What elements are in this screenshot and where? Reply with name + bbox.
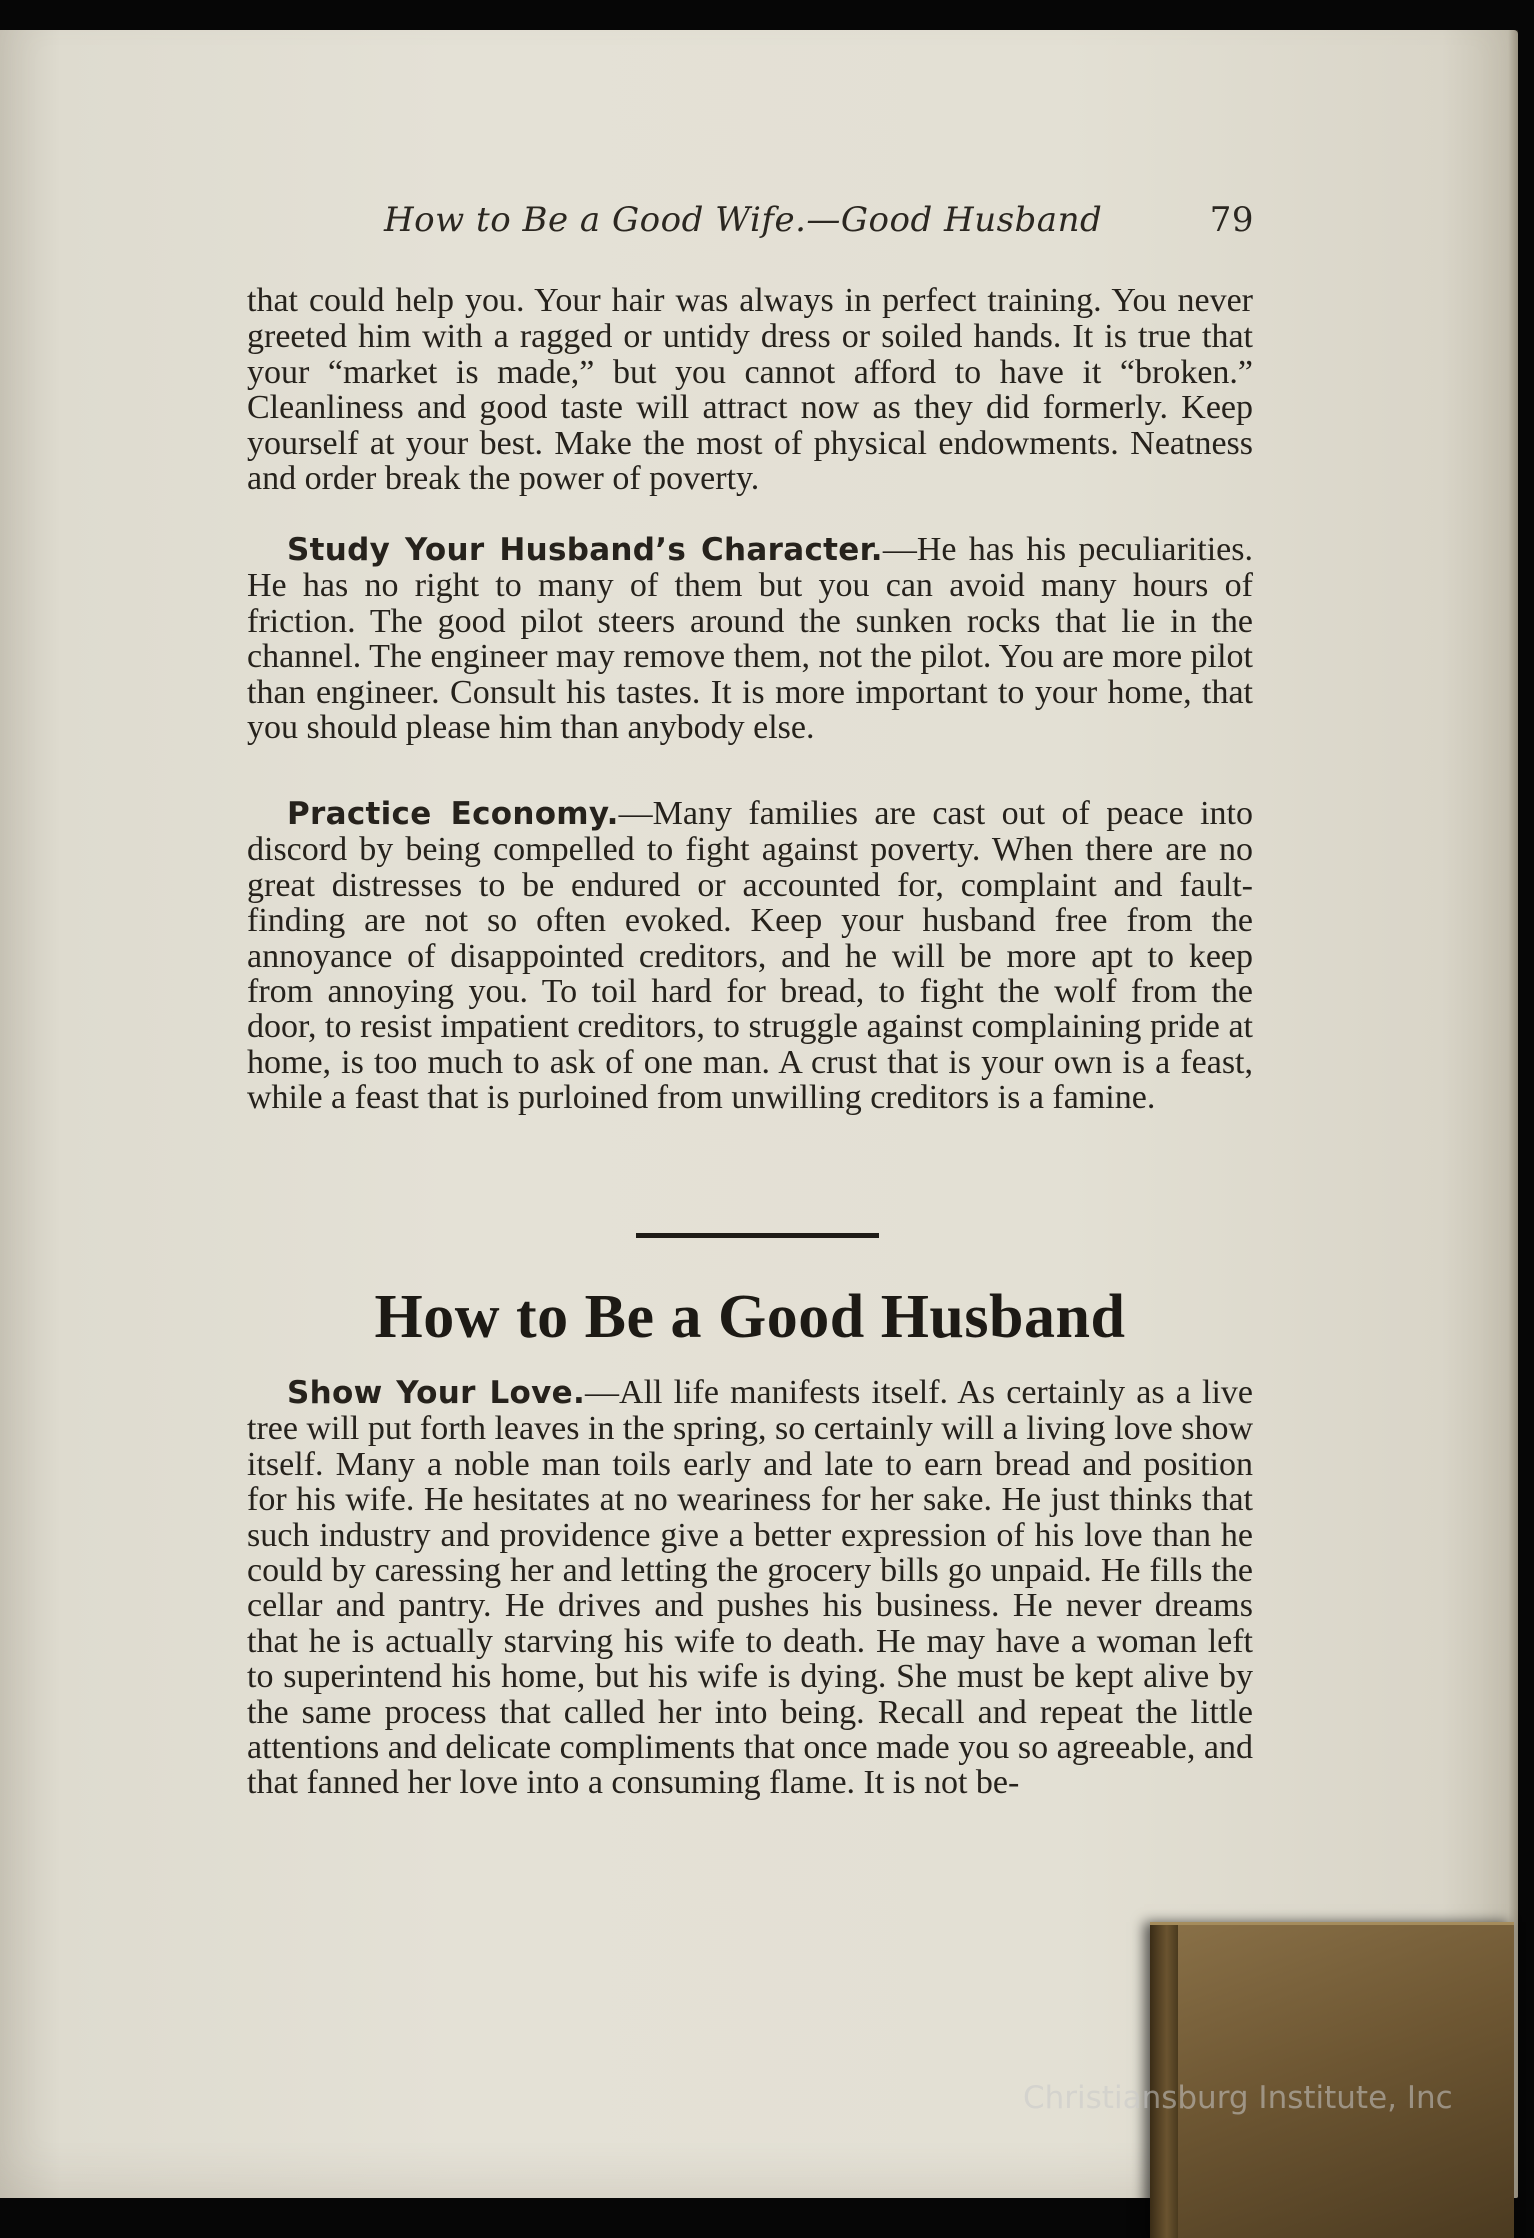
page-edge-shadow <box>1508 30 1518 2198</box>
paragraph-body: —He has his peculiarities. He has no right to many of them but you can avoid many hours of friction. The good pilot steers around the sunken rocks that lie in the channel. The engineer may remove them, not the pilot. You are more pilot than engineer. Consult his tastes. It is more important to your home, that you should please him than anybody else. <box>247 531 1253 747</box>
paragraph-continuation <box>247 283 1253 496</box>
paragraph-practice-economy <box>247 796 1253 1116</box>
paragraph-text <box>247 1375 1253 1801</box>
paragraph-show-your-love <box>247 1375 1253 1801</box>
running-head-title: How to Be a Good Wife.—Good Husband <box>384 200 1103 240</box>
paragraph-lead: Show Your Love. <box>287 1375 586 1411</box>
paragraph-text <box>247 283 1253 496</box>
paragraph-body: —Many families are cast out of peace into discord by being compelled to fight against poverty. When there are no great distresses to be endured or accounted for, complaint and fault-finding are not so often evoked. Keep your husband free from the annoyance of disappointed creditors, and he will be more apt to keep from annoying you. To toil hard for bread, to fight the wolf from the door, to resist impatient creditors, to struggle against complaining pride at home, is too much to ask of one man. A crust that is your own is a feast, while a feast that is purloined from unwilling creditors is a famine. <box>247 795 1254 1117</box>
paragraph-body: that could help you. Your hair was always in perfect training. You never greeted him with a ragged or untidy dress or soiled hands. It is true that your “market is made,” but you cannot afford to have it “broken.” Cleanliness and good taste will attract now as they did formerly. Keep yourself at your best. Make the most of physical endowments. Neatness and order break the power of poverty. <box>247 282 1253 498</box>
paragraph-study-character <box>247 532 1253 745</box>
paragraph-lead: Study Your Husband’s Character. <box>287 532 883 568</box>
watermark: Christiansburg Institute, Inc <box>1023 2080 1453 2116</box>
paragraph-text <box>247 796 1253 1116</box>
page-number: 79 <box>1209 200 1254 240</box>
section-heading: How to Be a Good Husband <box>374 1283 1126 1351</box>
paragraph-text <box>247 532 1253 745</box>
paragraph-body: —All life manifests itself. As certainly as a live tree will put forth leaves in the spring, so certainly will a living love show itself. Many a noble man toils early and late to earn bread and position for his wife. He hesitates at no weariness for her sake. He just thinks that such industry and providence give a better expression of his love than he could by caressing her and letting the grocery bills go unpaid. He fills the cellar and pantry. He drives and pushes his business. He never dreams that he is actually starving his wife to death. He may have a woman left to superintend his home, but his wife is dying. She must be kept alive by the same process that called her into being. Recall and repeat the little attentions and delicate compliments that once made you so agreeable, and that fanned her love into a consuming flame. It is not be- <box>247 1374 1253 1802</box>
running-head <box>384 200 1254 250</box>
paragraph-lead: Practice Economy. <box>287 796 619 832</box>
section-divider <box>636 1233 879 1238</box>
